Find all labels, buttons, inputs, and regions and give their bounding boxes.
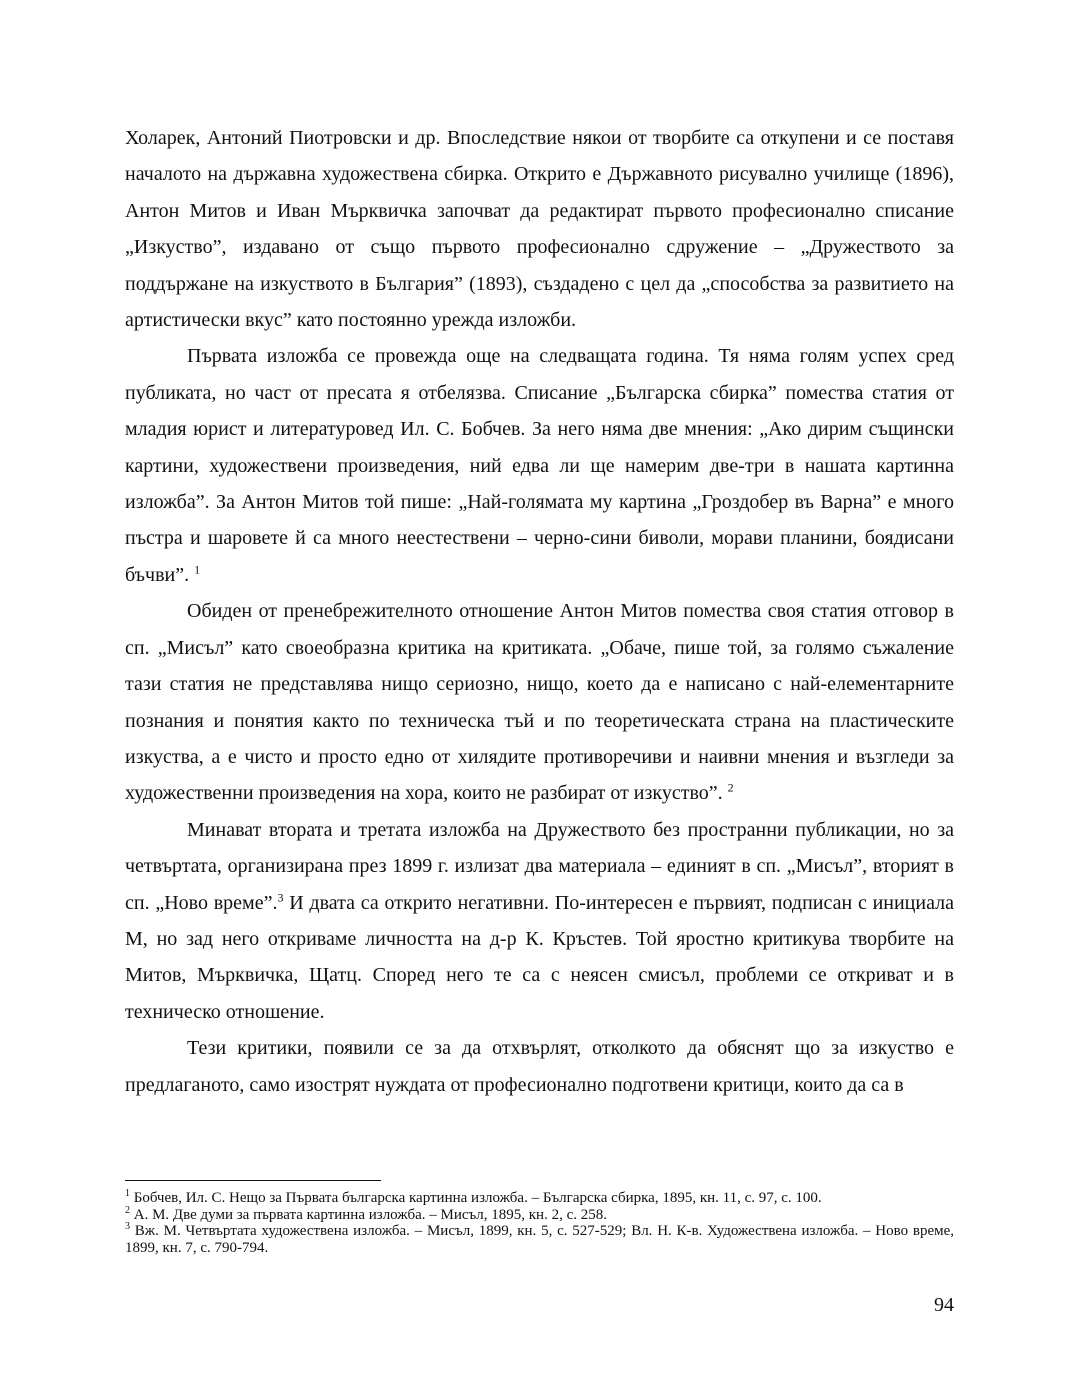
paragraph-text-after: И двата са открито негативни. По-интересен е първият, подписан с инициала М, но зад него откриваме личността на д-р К. Кръстев. Той яростно критикува творбите на Митов, Мърквичка, Щатц. Според него те са с неясен смисъл, проблеми се откриват и в техническо отношение. <box>125 891 955 1023</box>
footnote-number: 3 <box>125 1221 130 1232</box>
footnote-2 <box>125 1204 954 1224</box>
footnote-text: Бобчев, Ил. С. Нещо за Първата българска картинна изложба. – Българска сбирка, 1895, кн. 11, с. 97, с. 100. <box>133 1190 822 1206</box>
paragraph-text: Тези критики, появили се за да отхвърлят, отколкото да обяснят що за изкуство е предлаганото, само изострят нуждата от професионално подготвени критици, които да са в <box>125 1037 954 1096</box>
paragraph-text: Обиден от пренебрежителното отношение Антон Митов помества своя статия отговор в сп. „Мисъл” като своеобразна критика на критиката. „Обаче, пише той, за голямо съжаление тази статия не представлява нищо сериозно, нищо, което да е написано с най-елементарните познания и понятия както по техническа тъй и по теоретическата страна на пластическите изкуства, а е чисто и просто едно от хилядите противоречиви и наивни мнения и възгледи за художественни произведения на хора, които не разбират от изкуство”. <box>125 600 954 805</box>
footnote-text: А. М. Две думи за първата картинна изложба. – Мисъл, 1895, кн. 2, с. 258. <box>133 1206 607 1223</box>
page-number: 94 <box>934 1294 954 1316</box>
body-text <box>125 120 954 1103</box>
paragraph-5 <box>125 1030 954 1103</box>
paragraph-text: Холарек, Антоний Пиотровски и др. Впоследствие някои от творбите са откупени и се поставя началото на държавна художествена сбирка. Открито е Държавното рисувално училище (1896), Антон Митов и Иван Мърквичка започват да редактират първото професионално списание „Изкуство”, издавано от също първото професионално сдружение – „Дружеството за поддържане на изкуството в България” (1893), създадено с цел да „способства за развитието на артистически вкус” като постоянно урежда изложби. <box>125 127 954 332</box>
paragraph-text-before: Минават втората и третата изложба на Дружеството без пространни публикации, но за четвъртата, организирана през 1899 г. излизат два материала – единият в сп. „Мисъл”, вторият в сп. „Ново време”. <box>125 818 954 914</box>
footnote-number: 1 <box>125 1188 130 1199</box>
footnotes <box>125 1190 954 1256</box>
footnote-ref-3: 3 <box>277 889 284 904</box>
paragraph-3 <box>125 593 954 811</box>
footnote-3 <box>125 1223 954 1256</box>
footnote-ref-2: 2 <box>727 780 734 795</box>
paragraph-4 <box>125 812 954 1030</box>
footnote-separator <box>125 1180 381 1181</box>
footnote-1 <box>125 1190 954 1207</box>
paragraph-2 <box>125 338 954 593</box>
footnote-text: Вж. М. Четвъртата художествена изложба. – Мисъл, 1899, кн. 5, с. 527-529; Вл. Н. К-в. Художествена изложба. – Ново време, 1899, кн. 7, с. 790-794. <box>125 1223 954 1256</box>
paragraph-text: Първата изложба се провежда още на следващата година. Тя няма голям успех сред публиката, но част от пресата я отбелязва. Списание „Българска сбирка” помества статия от младия юрист и литературовед Ил. С. Бобчев. За него няма две мнения: „Ако дирим същински картини, художествени произведения, ний едва ли ще намерим две-три в нашата картинна изложба”. За Антон Митов той пише: „Най-голямата му картина „Гроздобер въ Варна” е много пъстра и шаровете й са много неестествени – черно-сини биволи, морави планини, боядисани бъчви”. <box>125 345 954 586</box>
footnote-number: 2 <box>125 1204 130 1216</box>
paragraph-1 <box>125 120 954 338</box>
footnote-ref-1: 1 <box>194 562 201 577</box>
